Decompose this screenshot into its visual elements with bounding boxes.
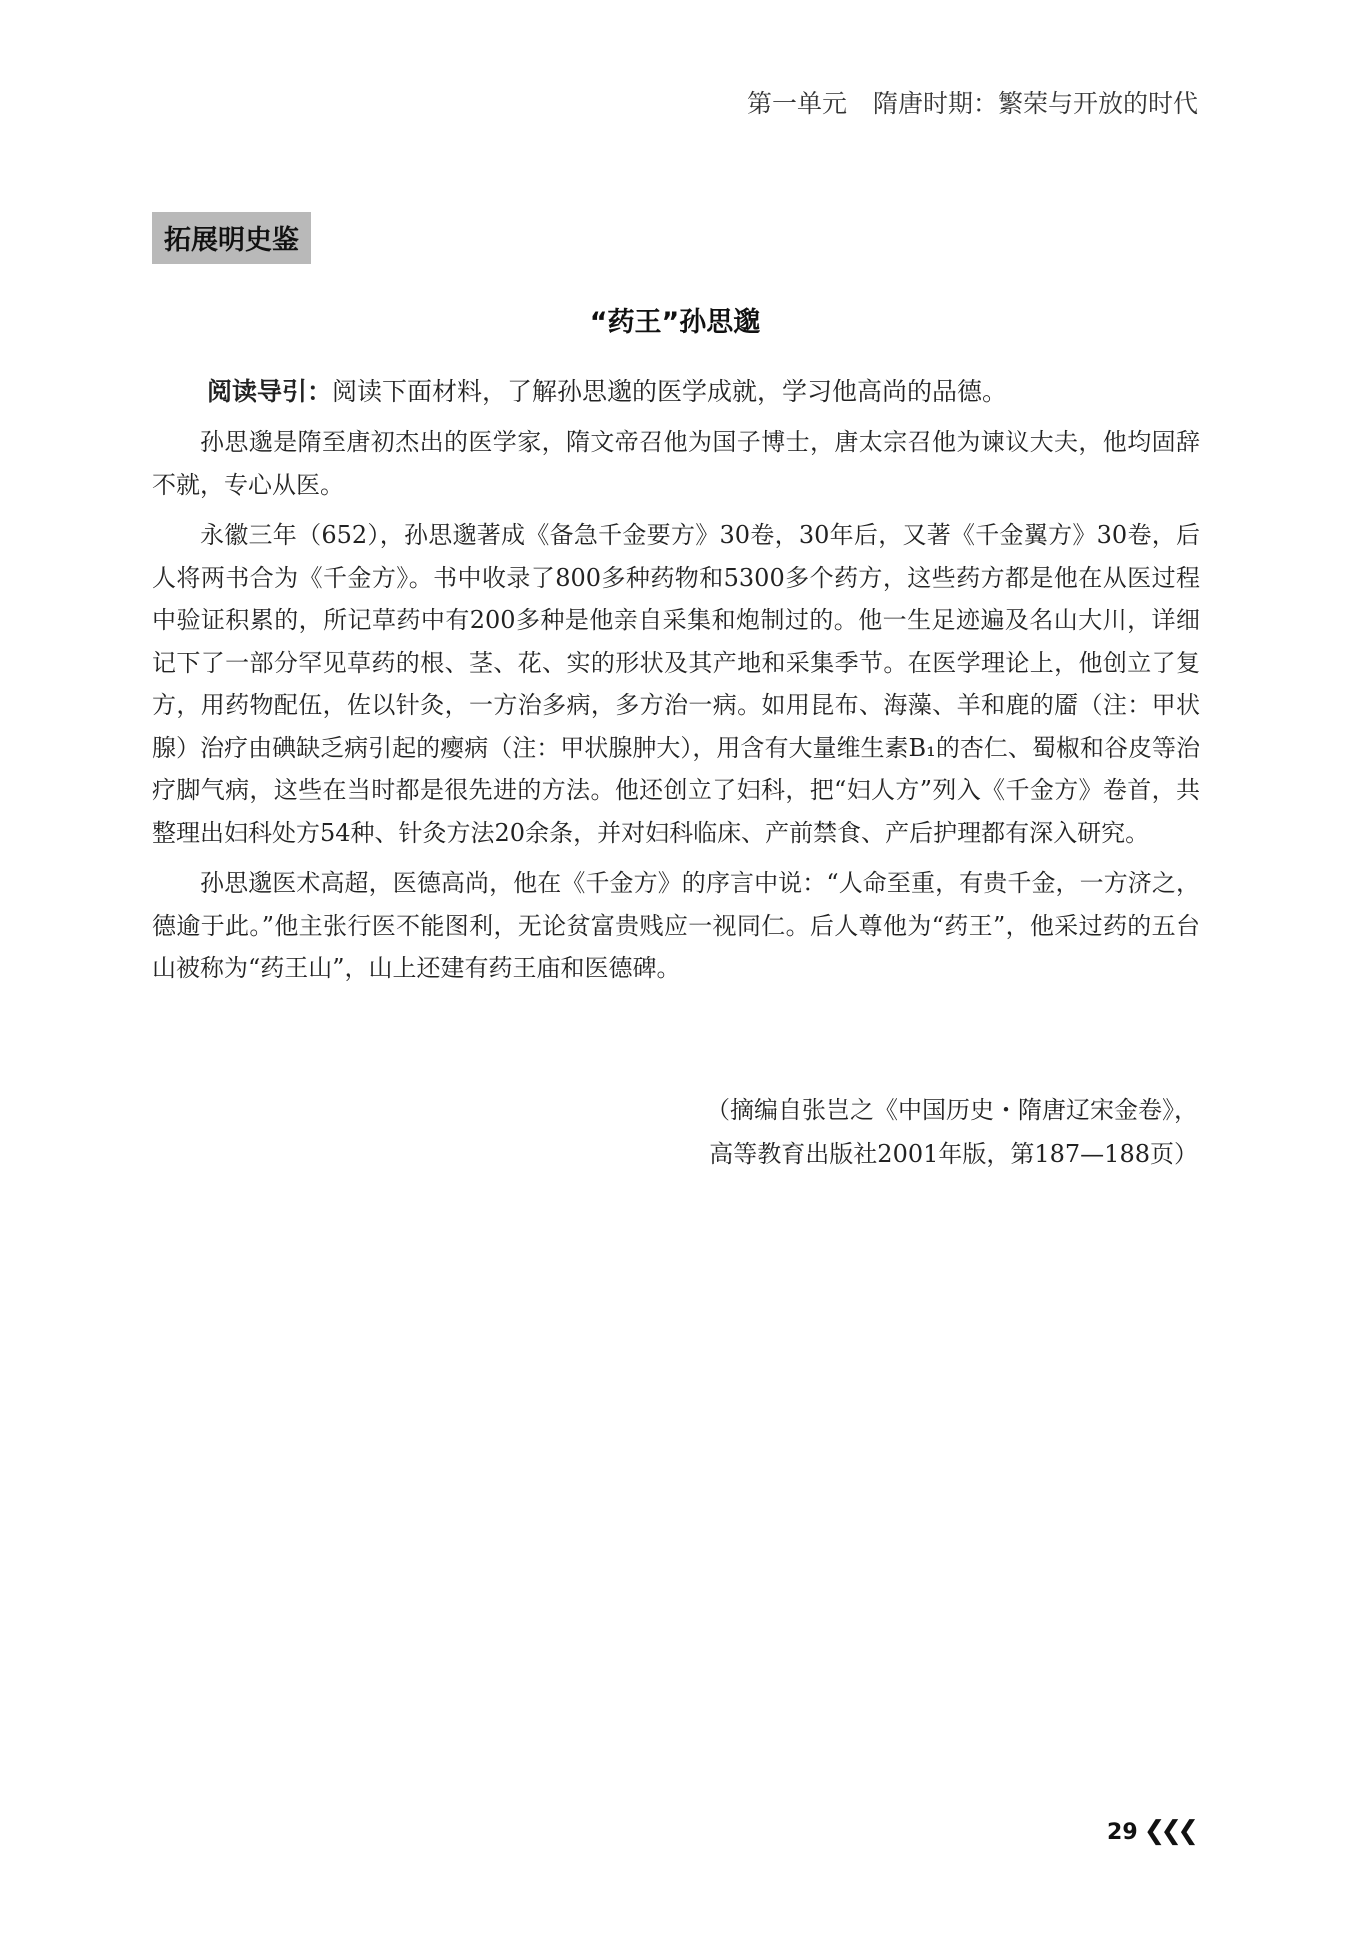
reading-guide-text: 阅读下面材料，了解孙思邈的医学成就，学习他高尚的品德。: [332, 377, 1008, 406]
source-citation: [706, 1088, 1198, 1176]
article-body: [152, 421, 1200, 998]
page-footer: [1107, 1816, 1194, 1846]
unit-title: 隋唐时期：繁荣与开放的时代: [872, 89, 1198, 118]
triple-chevron-left-icon: ❮❮❮: [1143, 1816, 1194, 1846]
reading-guide-label: 阅读导引：: [207, 377, 333, 406]
body-paragraph-1: 孙思邈是隋至唐初杰出的医学家，隋文帝召他为国子博士，唐太宗召他为谏议大夫，他均固辞不就，专心从医。: [152, 428, 1200, 499]
reading-guide: [152, 372, 1200, 412]
citation-line-1: （摘编自张岂之《中国历史・隋唐辽宋金卷》，: [706, 1096, 1198, 1124]
body-paragraph-2: 永徽三年（652），孙思邈著成《备急千金要方》30卷，30年后，又著《千金翼方》30卷，后人将两书合为《千金方》。书中收录了800多种药物和5300多个药方，这些药方都是他在从医过程中验证积累的，所记草药中有200多种是他亲自采集和炮制过的。他一生足迹遍及名山大川，详细记下了一部分罕见草药的根、茎、花、实的形状及其产地和采集季节。在医学理论上，他创立了复方，用药物配伍，佐以针灸，一方治多病，多方治一病。如用昆布、海藻、羊和鹿的靥（注：甲状腺）治疗由碘缺乏病引起的瘿病（注：甲状腺肿大），用含有大量维生素B₁的杏仁、蜀椒和谷皮等治疗脚气病，这些在当时都是很先进的方法。他还创立了妇科，把“妇人方”列入《千金方》卷首，共整理出妇科处方54种、针灸方法20余条，并对妇科临床、产前禁食、产后护理都有深入研究。: [152, 521, 1200, 847]
citation-line-2: 高等教育出版社2001年版，第187—188页）: [709, 1140, 1198, 1168]
running-header: [747, 84, 1198, 120]
section-tag: 拓展明史鉴: [152, 212, 311, 264]
article-title: “药王”孙思邈: [589, 307, 761, 338]
page-number: 29: [1107, 1820, 1138, 1845]
unit-label: 第一单元: [746, 89, 847, 118]
body-paragraph-3: 孙思邈医术高超，医德高尚，他在《千金方》的序言中说：“人命至重，有贵千金，一方济之，德逾于此。”他主张行医不能图利，无论贫富贵贱应一视同仁。后人尊他为“药王”，他采过药的五台山被称为“药王山”，山上还建有药王庙和医德碑。: [152, 869, 1200, 982]
